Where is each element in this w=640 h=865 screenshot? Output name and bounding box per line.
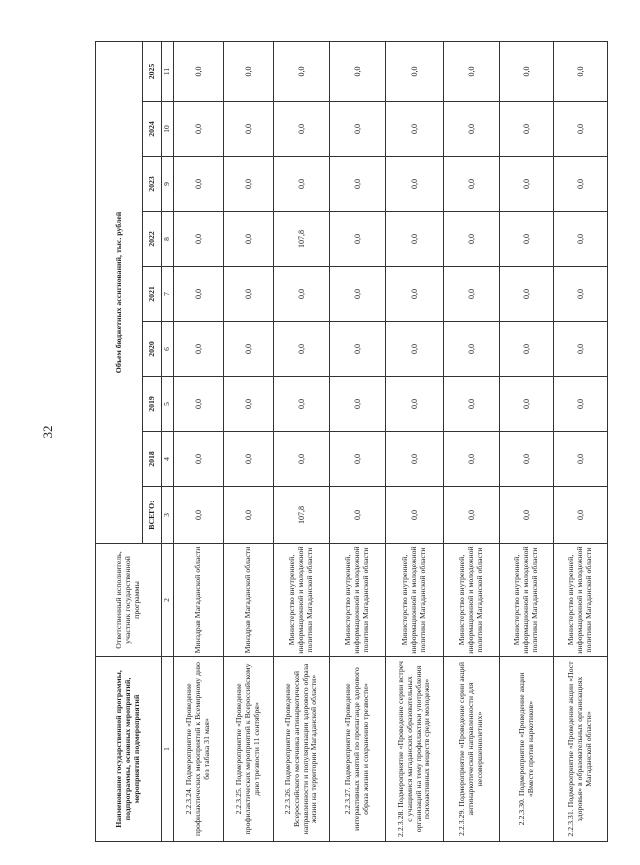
value-cell: 0,0 [500,41,554,101]
value-cell: 0,0 [386,377,444,432]
value-cell: 0,0 [386,212,444,267]
executor-name: Министерство внутренней, информационной и молодежной политики Магаданской области [330,544,386,657]
value-cell: 0,0 [330,322,386,377]
header-name: Наименование государственной программы, подпрограммы, основных мероприятий, мероприятий подмероприятий [96,657,162,842]
value-cell: 0,0 [444,157,500,212]
executor-name: Министерство внутренней, информационной и молодежной политики Магаданской области [274,544,330,657]
executor-name: Минздрав Магаданской области [174,544,224,657]
value-cell: 0,0 [444,377,500,432]
column-number: 11 [162,41,174,101]
value-cell: 0,0 [174,267,224,322]
value-cell: 0,0 [224,212,274,267]
value-cell: 0,0 [274,377,330,432]
value-cell: 0,0 [444,432,500,487]
measure-name: 2.2.3.26. Подмероприятие «Проведение Всероссийского месячника антинаркотической направленности и популяризации здорового образа жизни на территории Магаданской области» [274,657,330,842]
value-cell: 0,0 [500,322,554,377]
value-cell: 0,0 [386,322,444,377]
column-number: 3 [162,487,174,544]
header-year: 2019 [143,377,162,432]
value-cell: 0,0 [174,487,224,544]
value-cell: 0,0 [174,322,224,377]
value-cell: 0,0 [444,212,500,267]
header-year: 2025 [143,41,162,101]
measure-name: 2.2.3.30. Подмероприятие «Проведение акции «Вместе против наркотиков» [500,657,554,842]
value-cell: 0,0 [330,432,386,487]
executor-name: Министерство внутренней, информационной и молодежной политики Магаданской области [500,544,554,657]
header-year: 2024 [143,102,162,157]
header-executor: Ответственный исполнитель, участник государственной программы [96,544,162,657]
page-number: 32 [40,425,55,439]
executor-name: Министерство внутренней, информационной и молодежной политики Магаданской области [444,544,500,657]
value-cell: 0,0 [174,432,224,487]
value-cell: 0,0 [500,267,554,322]
header-year: 2020 [143,322,162,377]
column-number: 6 [162,322,174,377]
value-cell: 0,0 [444,487,500,544]
value-cell: 0,0 [444,267,500,322]
budget-table [95,41,608,842]
value-cell: 0,0 [330,41,386,101]
measure-name: 2.2.3.31. Подмероприятие «Проведение акции «Пост здоровья» в образовательных организациях Магаданской области» [554,657,608,842]
value-cell: 0,0 [174,102,224,157]
table-row [224,41,274,841]
value-cell: 0,0 [500,102,554,157]
value-cell: 0,0 [554,41,608,101]
value-cell: 107,8 [274,212,330,267]
value-cell: 0,0 [224,157,274,212]
column-number: 7 [162,267,174,322]
value-cell: 0,0 [500,157,554,212]
column-number: 9 [162,157,174,212]
value-cell: 0,0 [386,267,444,322]
header-budget: Объем бюджетных ассигнований, тыс. рублей [96,41,143,543]
value-cell: 0,0 [554,377,608,432]
header-year: 2022 [143,212,162,267]
measure-name: 2.2.3.24. Подмероприятие «Проведение профилактических мероприятий к Всемирному дню без табака 31 мая» [174,657,224,842]
measure-name: 2.2.3.27. Подмероприятие «Проведение интерактивных занятий по пропаганде здорового образа жизни и сохранению трезвости» [330,657,386,842]
column-number: 5 [162,377,174,432]
value-cell: 0,0 [224,377,274,432]
value-cell: 0,0 [444,102,500,157]
value-cell: 0,0 [174,212,224,267]
value-cell: 0,0 [274,102,330,157]
value-cell: 0,0 [330,212,386,267]
column-number: 4 [162,432,174,487]
value-cell: 0,0 [500,377,554,432]
table-row [330,41,386,841]
column-number: 2 [162,544,174,657]
executor-name: Минздрав Магаданской области [224,544,274,657]
executor-name: Министерство внутренней, информационной и молодежной политики Магаданской области [554,544,608,657]
value-cell: 0,0 [224,432,274,487]
value-cell: 0,0 [554,212,608,267]
value-cell: 0,0 [274,267,330,322]
table-row [444,41,500,841]
value-cell: 0,0 [386,487,444,544]
value-cell: 0,0 [330,487,386,544]
value-cell: 0,0 [330,102,386,157]
value-cell: 0,0 [444,322,500,377]
value-cell: 107,8 [274,487,330,544]
value-cell: 0,0 [174,157,224,212]
measure-name: 2.2.3.28. Подмероприятие «Проведение серии встреч с учащимися магаданских образовательных организаций на тему профилактики употребления психоактивных веществ среди молодежи» [386,657,444,842]
value-cell: 0,0 [174,377,224,432]
value-cell: 0,0 [386,157,444,212]
value-cell: 0,0 [274,322,330,377]
value-cell: 0,0 [554,102,608,157]
measure-name: 2.2.3.29. Подмероприятие «Проведение серии акций антинаркотической направленности для несовершеннолетних» [444,657,500,842]
value-cell: 0,0 [554,157,608,212]
value-cell: 0,0 [330,157,386,212]
value-cell: 0,0 [274,432,330,487]
value-cell: 0,0 [386,102,444,157]
value-cell: 0,0 [554,322,608,377]
column-number: 1 [162,657,174,842]
value-cell: 0,0 [224,487,274,544]
table-row [174,41,224,841]
value-cell: 0,0 [444,41,500,101]
header-year: 2023 [143,157,162,212]
value-cell: 0,0 [554,487,608,544]
column-number: 10 [162,102,174,157]
value-cell: 0,0 [386,432,444,487]
table-row [274,41,330,841]
header-year: 2018 [143,432,162,487]
value-cell: 0,0 [224,102,274,157]
budget-table-rotated [95,42,593,842]
value-cell: 0,0 [330,377,386,432]
value-cell: 0,0 [274,41,330,101]
header-total: ВСЕГО: [143,487,162,544]
value-cell: 0,0 [274,157,330,212]
value-cell: 0,0 [554,267,608,322]
measure-name: 2.2.3.25. Подмероприятие «Проведение профилактических мероприятий к Всероссийскому дню трезвости 11 сентября» [224,657,274,842]
value-cell: 0,0 [500,487,554,544]
value-cell: 0,0 [174,41,224,101]
value-cell: 0,0 [330,267,386,322]
executor-name: Министерство внутренней, информационной и молодежной политики Магаданской области [386,544,444,657]
table-row [386,41,444,841]
header-year: 2021 [143,267,162,322]
value-cell: 0,0 [386,41,444,101]
value-cell: 0,0 [224,322,274,377]
value-cell: 0,0 [224,41,274,101]
value-cell: 0,0 [224,267,274,322]
column-number: 8 [162,212,174,267]
value-cell: 0,0 [500,432,554,487]
table-row [500,41,554,841]
value-cell: 0,0 [500,212,554,267]
value-cell: 0,0 [554,432,608,487]
table-row [554,41,608,841]
